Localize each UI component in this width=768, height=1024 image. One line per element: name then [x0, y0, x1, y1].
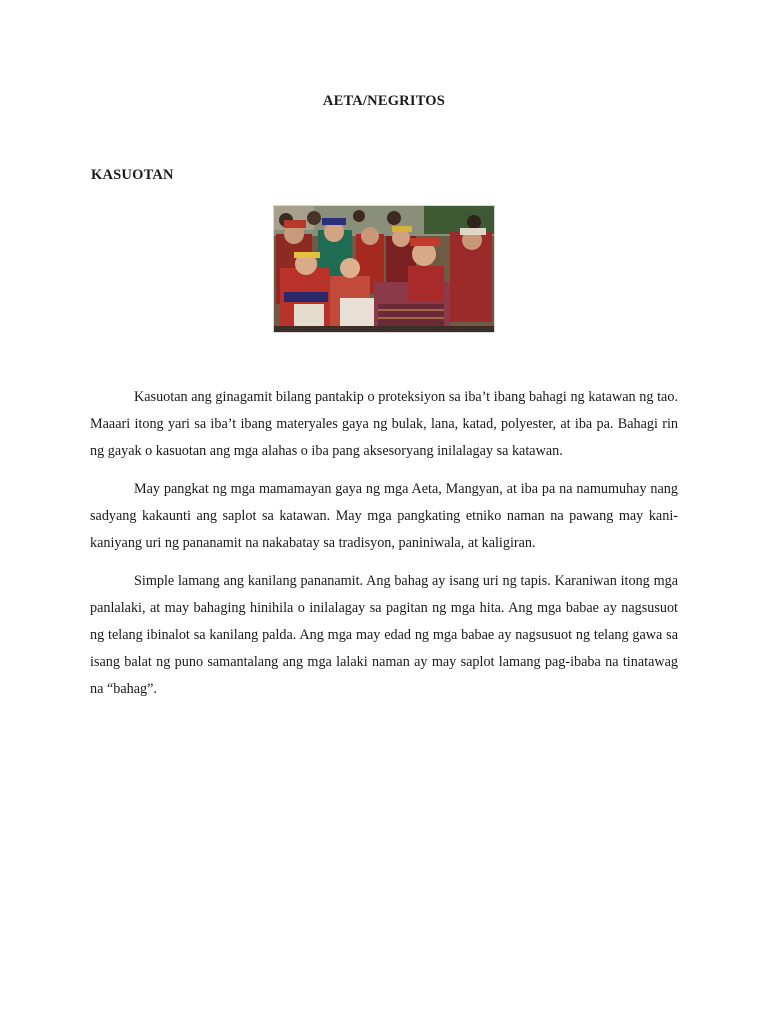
body-text — [90, 384, 678, 714]
document-title: AETA/NEGRITOS — [322, 93, 446, 109]
paragraph-2: May pangkat ng mga mamamayan gaya ng mga Aeta, Mangyan, at iba pa na namumuhay nang sadyang kakaunti ang saplot sa katawan. May mga pangkating etniko naman na pawang may kani-kaniyang uri ng pananamit na nakabatay sa tradisyon, paniniwala, at kaligiran. — [90, 481, 678, 551]
section-heading: KASUOTAN — [91, 167, 174, 183]
paragraph-3: Simple lamang ang kanilang pananamit. Ang bahag ay isang uri ng tapis. Karaniwan itong mga panlalaki, at may bahaging hinihila o inilalagay sa pagitan ng mga hita. Ang mga babae ay nagsusuot ng telang ibinalot sa kanilang palda. Ang mga may edad ng mga babae ay nagsusuot ng telang gawa sa isang balat ng puno samantalang ang mga lalaki naman ay may saplot lamang pag-ibaba na tinatawag na “bahag”. — [90, 573, 678, 697]
paragraph-1: Kasuotan ang ginagamit bilang pantakip o proteksiyon sa iba’t ibang bahagi ng katawan ng tao. Maaari itong yari sa iba’t ibang materyales gaya ng bulak, lana, katad, polyester, at iba pa. Bahagi rin ng gayak o kasuotan ang mga alahas o iba pang aksesoryang inilalagay sa katawan. — [90, 389, 678, 459]
photo-icon — [273, 205, 495, 333]
